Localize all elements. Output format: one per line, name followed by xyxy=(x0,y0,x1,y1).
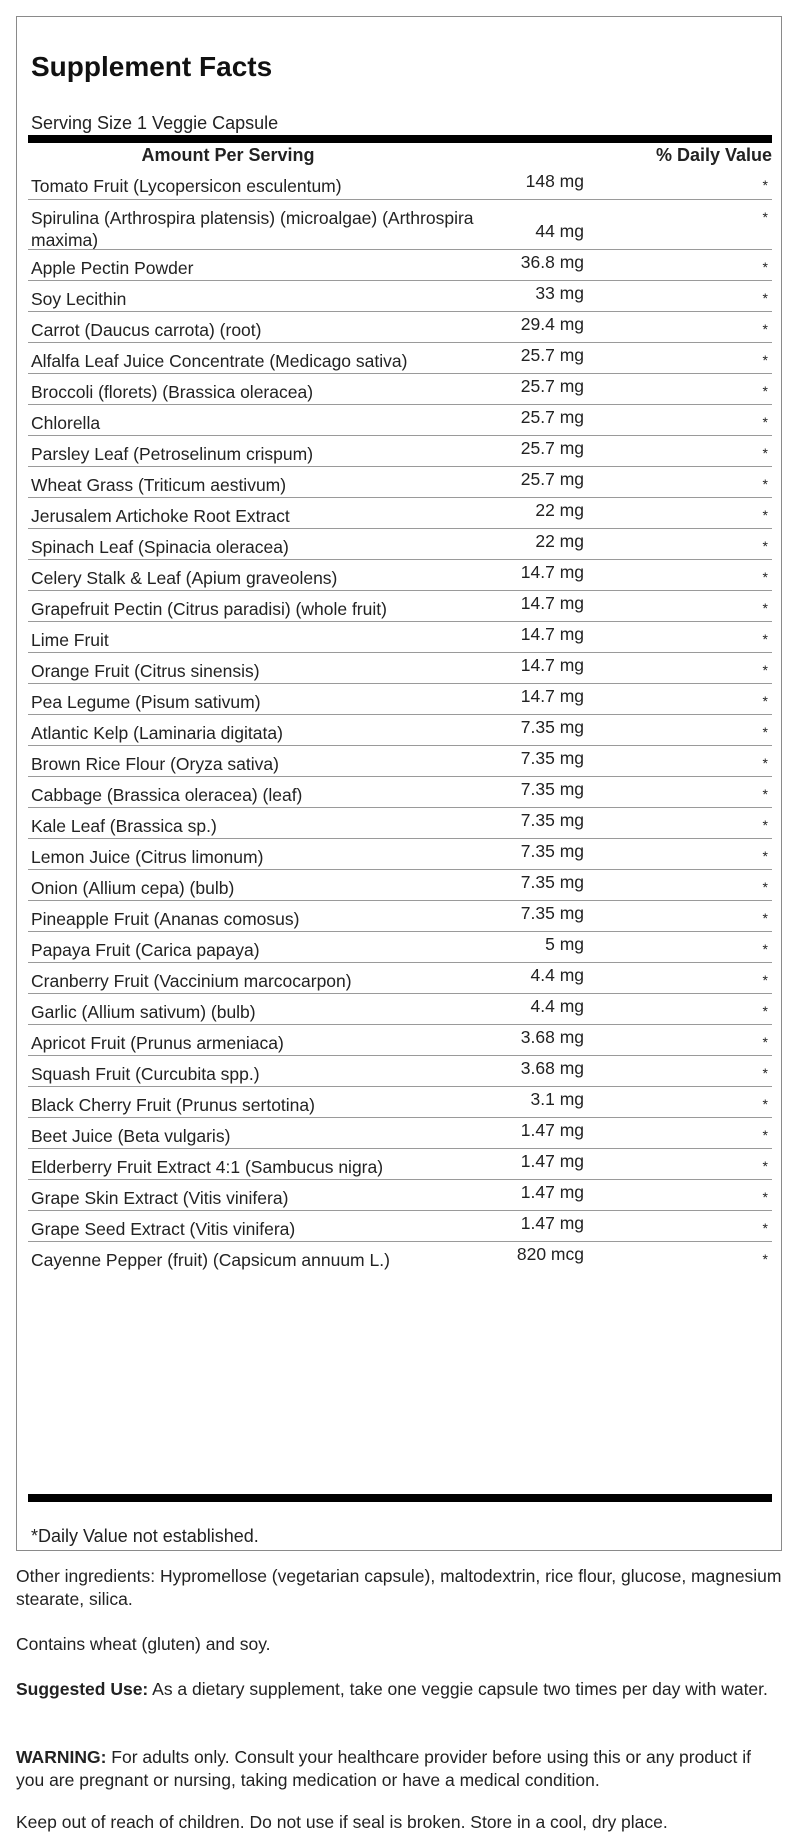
ingredient-name: Broccoli (florets) (Brassica oleracea) xyxy=(31,382,314,402)
ingredient-row xyxy=(28,714,772,745)
ingredient-amount: 7.35 mg xyxy=(520,872,584,892)
daily-value-asterisk: * xyxy=(762,1158,768,1174)
ingredient-row xyxy=(28,900,772,931)
daily-value-asterisk: * xyxy=(762,1003,768,1019)
ingredient-amount: 4.4 mg xyxy=(530,996,584,1016)
daily-value-asterisk: * xyxy=(762,1251,768,1267)
storage-statement: Keep out of reach of children. Do not use if seal is broken. Store in a cool, dry place. xyxy=(16,1812,668,1832)
ingredient-row xyxy=(28,342,772,373)
ingredient-row xyxy=(28,435,772,466)
ingredient-amount: 1.47 mg xyxy=(520,1182,584,1202)
daily-value-asterisk: * xyxy=(762,290,768,306)
daily-value-asterisk: * xyxy=(762,1220,768,1236)
ingredient-name: Kale Leaf (Brassica sp.) xyxy=(31,816,217,836)
ingredient-row xyxy=(28,1117,772,1148)
daily-value-asterisk: * xyxy=(762,1189,768,1205)
ingredient-name: Pineapple Fruit (Ananas comosus) xyxy=(31,909,300,929)
ingredient-row xyxy=(28,528,772,559)
daily-value-asterisk: * xyxy=(762,414,768,430)
daily-value-asterisk: * xyxy=(762,786,768,802)
ingredient-row xyxy=(28,497,772,528)
ingredient-amount: 1.47 mg xyxy=(520,1213,584,1233)
ingredient-amount: 14.7 mg xyxy=(520,624,584,644)
daily-value-asterisk: * xyxy=(762,352,768,368)
ingredient-amount: 7.35 mg xyxy=(520,779,584,799)
daily-value-asterisk: * xyxy=(762,476,768,492)
ingredient-row xyxy=(28,776,772,807)
daily-value-asterisk: * xyxy=(762,445,768,461)
daily-value-asterisk: * xyxy=(762,177,768,193)
daily-value-asterisk: * xyxy=(762,538,768,554)
ingredient-row xyxy=(28,1148,772,1179)
ingredient-name: Wheat Grass (Triticum aestivum) xyxy=(31,475,287,495)
ingredient-amount: 14.7 mg xyxy=(520,686,584,706)
ingredient-name: Apple Pectin Powder xyxy=(31,258,194,278)
ingredient-name: Soy Lecithin xyxy=(31,289,127,309)
warning xyxy=(16,1746,782,1792)
daily-value-asterisk: * xyxy=(762,662,768,678)
ingredient-row xyxy=(28,807,772,838)
ingredient-amount: 7.35 mg xyxy=(520,717,584,737)
daily-value-asterisk: * xyxy=(762,321,768,337)
ingredient-row xyxy=(28,559,772,590)
serving-size: Serving Size 1 Veggie Capsule xyxy=(31,113,279,133)
ingredient-row xyxy=(28,1086,772,1117)
ingredient-amount: 14.7 mg xyxy=(520,562,584,582)
ingredient-name: Beet Juice (Beta vulgaris) xyxy=(31,1126,231,1146)
ingredient-name: Grape Skin Extract (Vitis vinifera) xyxy=(31,1188,289,1208)
ingredient-row xyxy=(28,373,772,404)
ingredient-name: Cayenne Pepper (fruit) (Capsicum annuum L.) xyxy=(31,1250,390,1270)
ingredient-amount: 820 mcg xyxy=(516,1244,584,1264)
ingredient-amount: 3.68 mg xyxy=(520,1058,584,1078)
ingredient-amount: 36.8 mg xyxy=(520,252,584,272)
ingredient-amount: 148 mg xyxy=(525,171,584,191)
ingredient-row xyxy=(28,838,772,869)
daily-value-asterisk: * xyxy=(762,910,768,926)
ingredient-row xyxy=(28,1179,772,1210)
ingredient-row xyxy=(28,466,772,497)
ingredient-name: Lime Fruit xyxy=(31,630,109,650)
ingredient-row xyxy=(28,931,772,962)
ingredient-amount: 22 mg xyxy=(535,500,584,520)
ingredient-amount: 1.47 mg xyxy=(520,1120,584,1140)
ingredient-name: Onion (Allium cepa) (bulb) xyxy=(31,878,235,898)
ingredient-row xyxy=(28,590,772,621)
ingredient-table xyxy=(28,168,772,1272)
ingredient-name: Apricot Fruit (Prunus armeniaca) xyxy=(31,1033,284,1053)
ingredient-amount: 1.47 mg xyxy=(520,1151,584,1171)
ingredient-amount: 4.4 mg xyxy=(530,965,584,985)
warning-label: WARNING: xyxy=(16,1747,107,1767)
ingredient-name: Celery Stalk & Leaf (Apium graveolens) xyxy=(31,568,338,588)
ingredient-row xyxy=(28,1241,772,1272)
daily-value-asterisk: * xyxy=(762,259,768,275)
ingredient-name: Papaya Fruit (Carica papaya) xyxy=(31,940,260,960)
daily-value-asterisk: * xyxy=(762,941,768,957)
table-header xyxy=(28,145,772,167)
ingredient-amount: 44 mg xyxy=(535,221,584,241)
amount-per-serving-header: Amount Per Serving xyxy=(141,145,315,165)
suggested-use-label: Suggested Use: xyxy=(16,1679,149,1699)
panel-title: Supplement Facts xyxy=(31,51,273,82)
ingredient-amount: 7.35 mg xyxy=(520,903,584,923)
daily-value-asterisk: * xyxy=(762,507,768,523)
daily-value-asterisk: * xyxy=(762,600,768,616)
daily-value-asterisk: * xyxy=(762,724,768,740)
ingredient-amount: 5 mg xyxy=(545,934,584,954)
ingredient-name: Tomato Fruit (Lycopersicon esculentum) xyxy=(31,176,342,196)
ingredient-name: Parsley Leaf (Petroselinum crispum) xyxy=(31,444,314,464)
ingredient-row xyxy=(28,311,772,342)
daily-value-asterisk: * xyxy=(762,972,768,988)
daily-value-asterisk: * xyxy=(762,383,768,399)
daily-value-header: % Daily Value xyxy=(655,145,772,165)
ingredient-amount: 7.35 mg xyxy=(520,810,584,830)
ingredient-amount: 25.7 mg xyxy=(520,438,584,458)
ingredient-row xyxy=(28,993,772,1024)
ingredient-row xyxy=(28,404,772,435)
other-ingredients: Other ingredients: Hypromellose (vegetarian capsule), maltodextrin, rice flour, glucose, magnesium stearate, silica. xyxy=(16,1566,782,1609)
ingredient-amount: 7.35 mg xyxy=(520,748,584,768)
ingredient-amount: 14.7 mg xyxy=(520,593,584,613)
ingredient-row xyxy=(28,168,772,199)
ingredient-row xyxy=(28,962,772,993)
daily-value-asterisk: * xyxy=(762,1034,768,1050)
daily-value-asterisk: * xyxy=(762,693,768,709)
daily-value-asterisk: * xyxy=(762,1096,768,1112)
ingredient-name: Carrot (Daucus carrota) (root) xyxy=(31,320,262,340)
ingredient-name: Lemon Juice (Citrus limonum) xyxy=(31,847,264,867)
daily-value-asterisk: * xyxy=(762,755,768,771)
ingredient-name: Pea Legume (Pisum sativum) xyxy=(31,692,261,712)
ingredient-row xyxy=(28,869,772,900)
ingredient-name: Jerusalem Artichoke Root Extract xyxy=(31,506,290,526)
suggested-use-text: As a dietary supplement, take one veggie capsule two times per day with water. xyxy=(148,1679,768,1699)
ingredient-name: Brown Rice Flour (Oryza sativa) xyxy=(31,754,279,774)
ingredient-name: Spirulina (Arthrospira platensis) (microalgae) (Arthrospira maxima) xyxy=(31,208,474,250)
ingredient-amount: 7.35 mg xyxy=(520,841,584,861)
daily-value-asterisk: * xyxy=(762,569,768,585)
ingredient-amount: 22 mg xyxy=(535,531,584,551)
ingredient-name: Chlorella xyxy=(31,413,101,433)
ingredient-name: Atlantic Kelp (Laminaria digitata) xyxy=(31,723,283,743)
ingredient-name: Elderberry Fruit Extract 4:1 (Sambucus nigra) xyxy=(31,1157,384,1177)
ingredient-name: Grape Seed Extract (Vitis vinifera) xyxy=(31,1219,296,1239)
ingredient-row xyxy=(28,199,772,249)
supplement-facts-panel xyxy=(16,16,782,1551)
daily-value-asterisk: * xyxy=(762,1065,768,1081)
ingredient-row xyxy=(28,1210,772,1241)
suggested-use xyxy=(16,1678,782,1701)
ingredient-name: Cranberry Fruit (Vaccinium marcocarpon) xyxy=(31,971,352,991)
ingredient-row xyxy=(28,249,772,280)
ingredient-amount: 33 mg xyxy=(535,283,584,303)
ingredient-row xyxy=(28,621,772,652)
daily-value-asterisk: * xyxy=(762,879,768,895)
ingredient-row xyxy=(28,1055,772,1086)
ingredient-name: Squash Fruit (Curcubita spp.) xyxy=(31,1064,260,1084)
ingredient-name: Grapefruit Pectin (Citrus paradisi) (whole fruit) xyxy=(31,599,387,619)
ingredient-amount: 25.7 mg xyxy=(520,376,584,396)
ingredient-row xyxy=(28,683,772,714)
daily-value-asterisk: * xyxy=(762,209,768,225)
ingredient-name: Cabbage (Brassica oleracea) (leaf) xyxy=(31,785,303,805)
allergen-statement: Contains wheat (gluten) and soy. xyxy=(16,1634,271,1654)
footnote: *Daily Value not established. xyxy=(31,1526,259,1546)
ingredient-amount: 25.7 mg xyxy=(520,407,584,427)
ingredient-row xyxy=(28,745,772,776)
ingredient-name: Garlic (Allium sativum) (bulb) xyxy=(31,1002,256,1022)
daily-value-asterisk: * xyxy=(762,848,768,864)
ingredient-row xyxy=(28,280,772,311)
ingredient-name: Alfalfa Leaf Juice Concentrate (Medicago sativa) xyxy=(31,351,408,371)
bottom-thick-rule xyxy=(28,1494,772,1502)
ingredient-amount: 3.1 mg xyxy=(530,1089,584,1109)
ingredient-amount: 25.7 mg xyxy=(520,469,584,489)
daily-value-asterisk: * xyxy=(762,817,768,833)
ingredient-amount: 14.7 mg xyxy=(520,655,584,675)
ingredient-row xyxy=(28,652,772,683)
warning-text: For adults only. Consult your healthcare provider before using this or any product if you are pregnant or nursing, taking medication or have a medical condition. xyxy=(16,1747,752,1790)
ingredient-row xyxy=(28,1024,772,1055)
ingredient-amount: 3.68 mg xyxy=(520,1027,584,1047)
ingredient-name: Orange Fruit (Citrus sinensis) xyxy=(31,661,260,681)
ingredient-amount: 29.4 mg xyxy=(520,314,584,334)
daily-value-asterisk: * xyxy=(762,1127,768,1143)
daily-value-asterisk: * xyxy=(762,631,768,647)
ingredient-amount: 25.7 mg xyxy=(520,345,584,365)
ingredient-name: Spinach Leaf (Spinacia oleracea) xyxy=(31,537,289,557)
top-thick-rule xyxy=(28,135,772,143)
ingredient-name: Black Cherry Fruit (Prunus sertotina) xyxy=(31,1095,315,1115)
